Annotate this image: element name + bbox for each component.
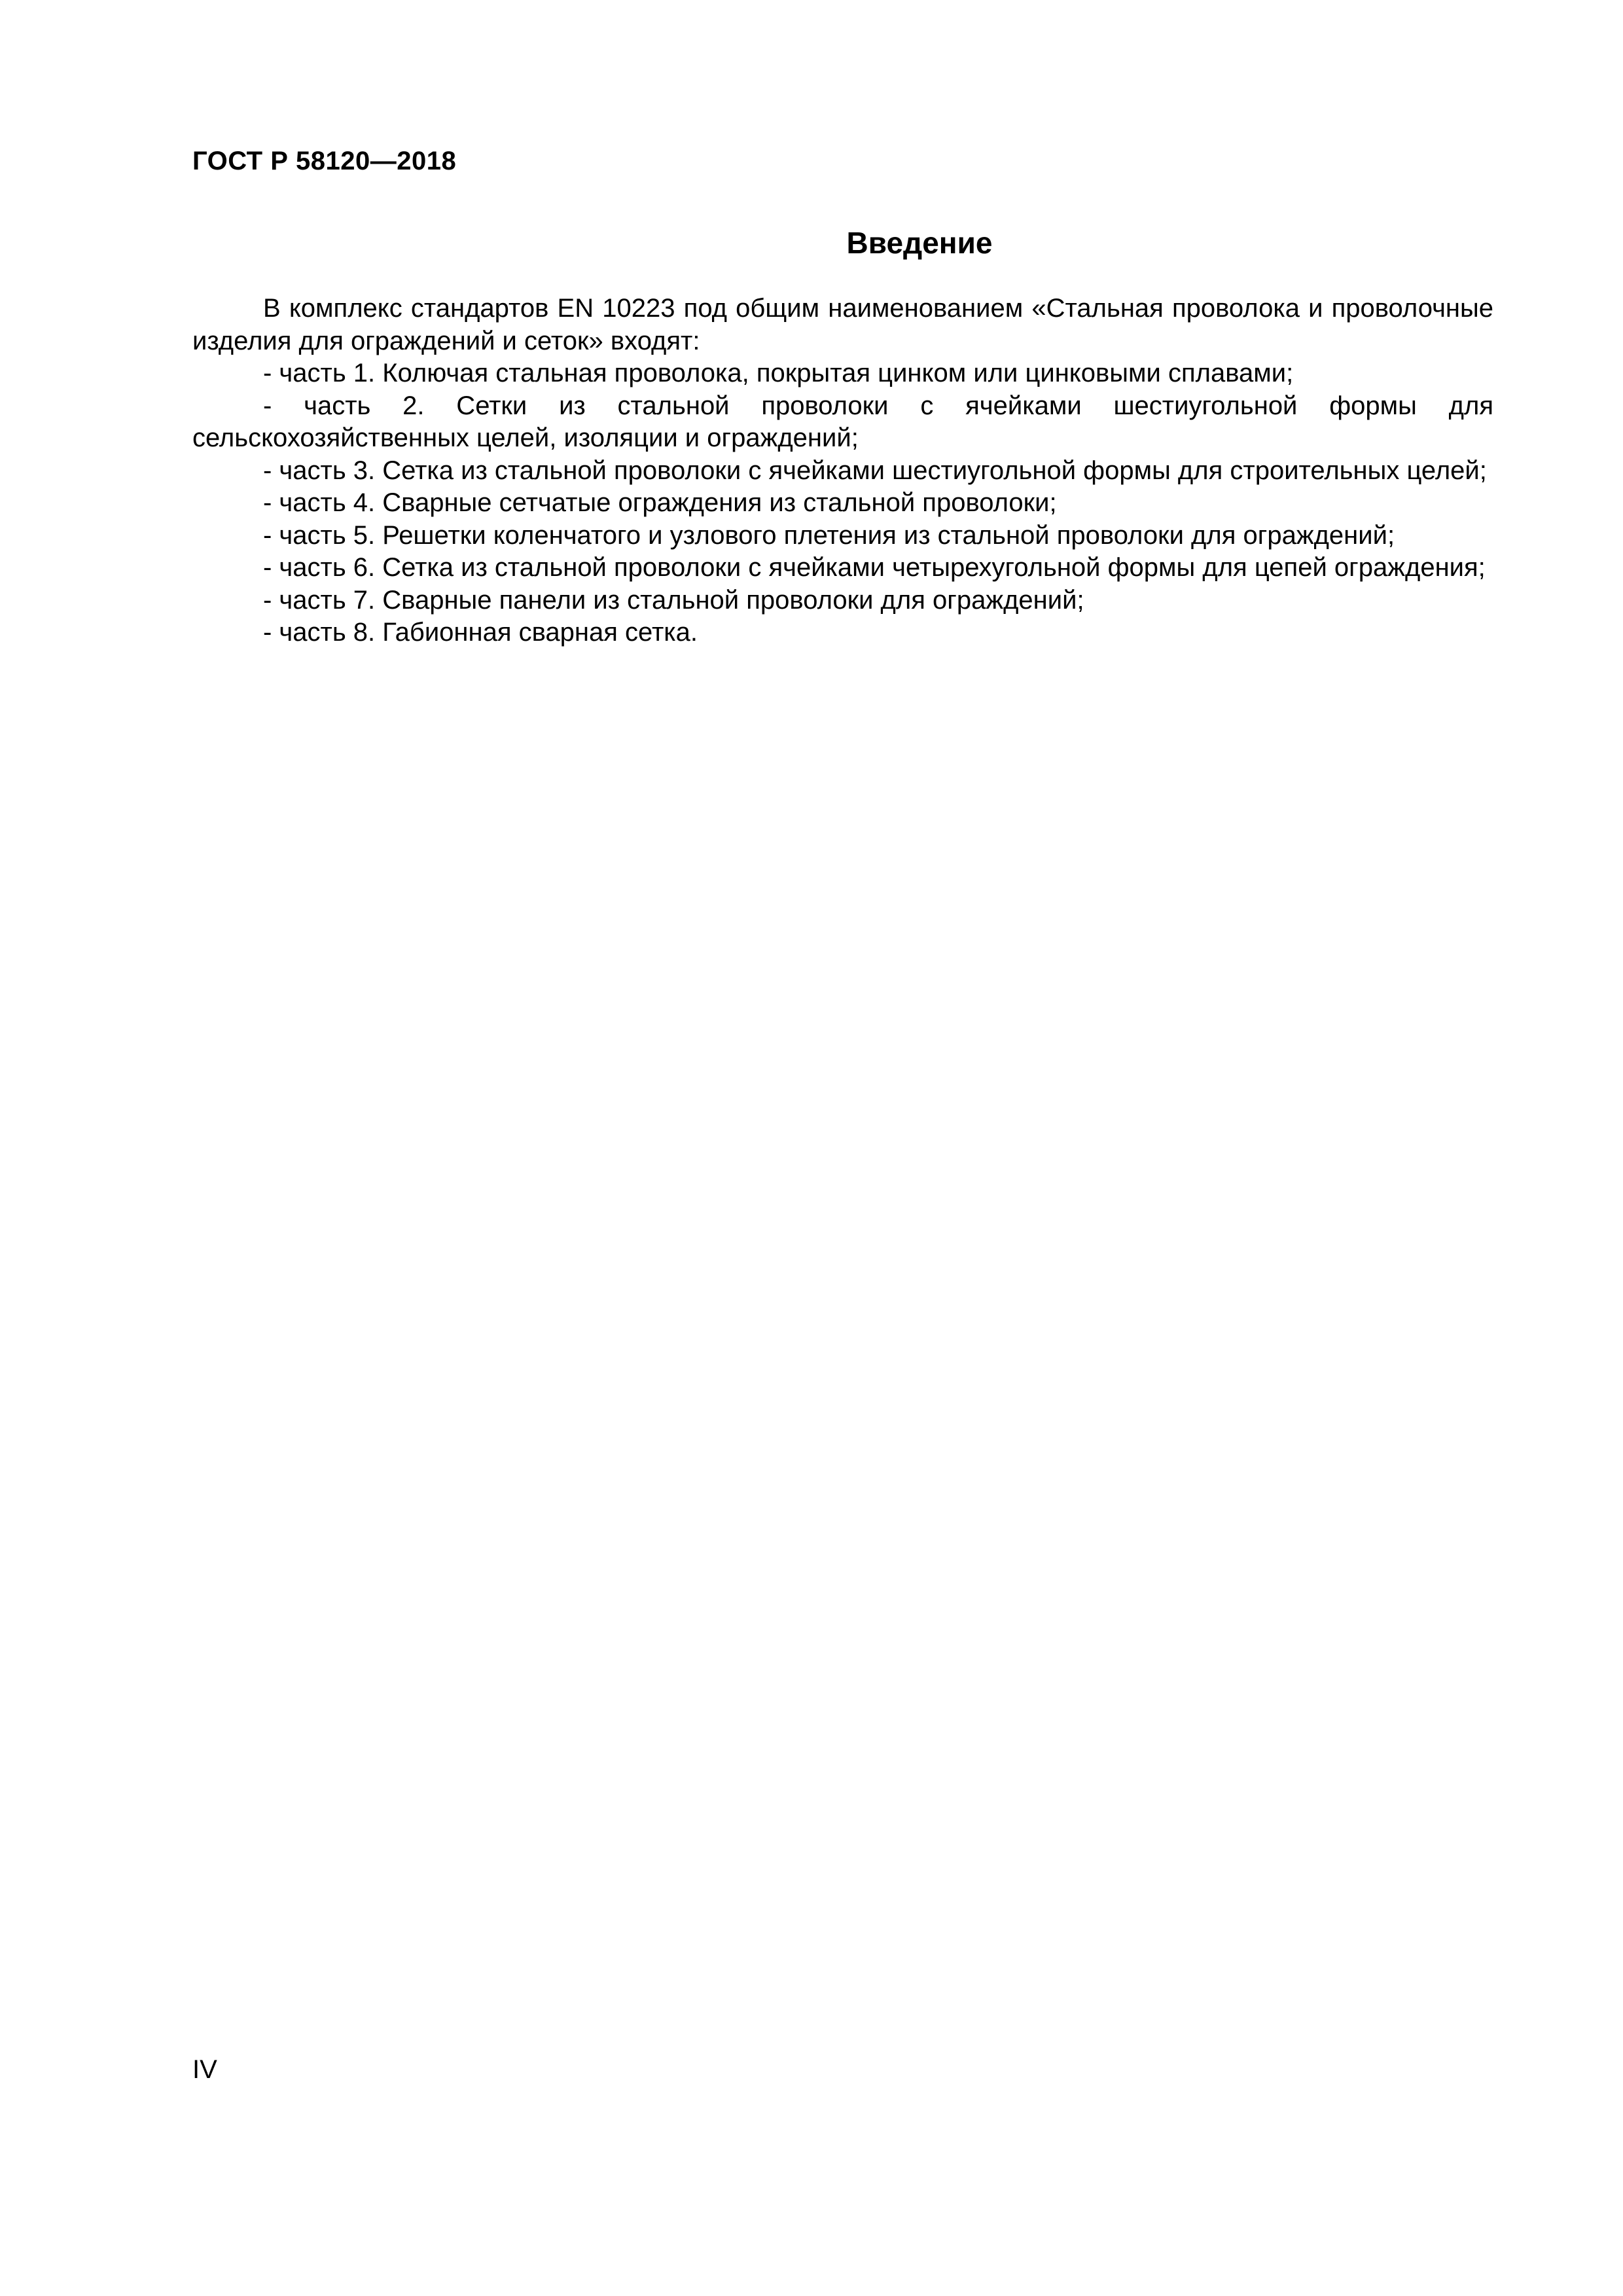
document-header: ГОСТ Р 58120—2018	[192, 147, 457, 175]
list-item-part-1: - часть 1. Колючая стальная проволока, покрытая цинком или цинковыми сплавами;	[263, 359, 1294, 387]
page-number: IV	[192, 2055, 217, 2084]
section-title	[0, 225, 1623, 261]
list-item-part-5: - часть 5. Решетки коленчатого и узлового плетения из стальной проволоки для ограждений;	[263, 520, 1395, 550]
list-item-part-8: - часть 8. Габионная сварная сетка.	[263, 618, 698, 647]
intro-paragraph: В комплекс стандартов EN 10223 под общим наименованием «Стальная проволока и проволочные изделия для ограждений и сеток» входят:	[192, 294, 1493, 355]
list-item-part-3: - часть 3. Сетка из стальной проволоки с ячейками шестиугольной формы для строительных целей;	[263, 456, 1487, 485]
list-item-part-7: - часть 7. Сварные панели из стальной проволоки для ограждений;	[263, 585, 1084, 615]
document-body	[192, 293, 1493, 649]
list-item-part-6: - часть 6. Сетка из стальной проволоки с ячейками четырехугольной формы для цепей ограждения;	[263, 553, 1486, 582]
list-item-part-2: - часть 2. Сетки из стальной проволоки с ячейками шестиугольной формы для сельскохозяйственных целей, изоляции и ограждений;	[192, 391, 1493, 452]
list-item-part-4: - часть 4. Сварные сетчатые ограждения из стальной проволоки;	[263, 488, 1057, 517]
section-title-text: Введение	[846, 226, 993, 260]
